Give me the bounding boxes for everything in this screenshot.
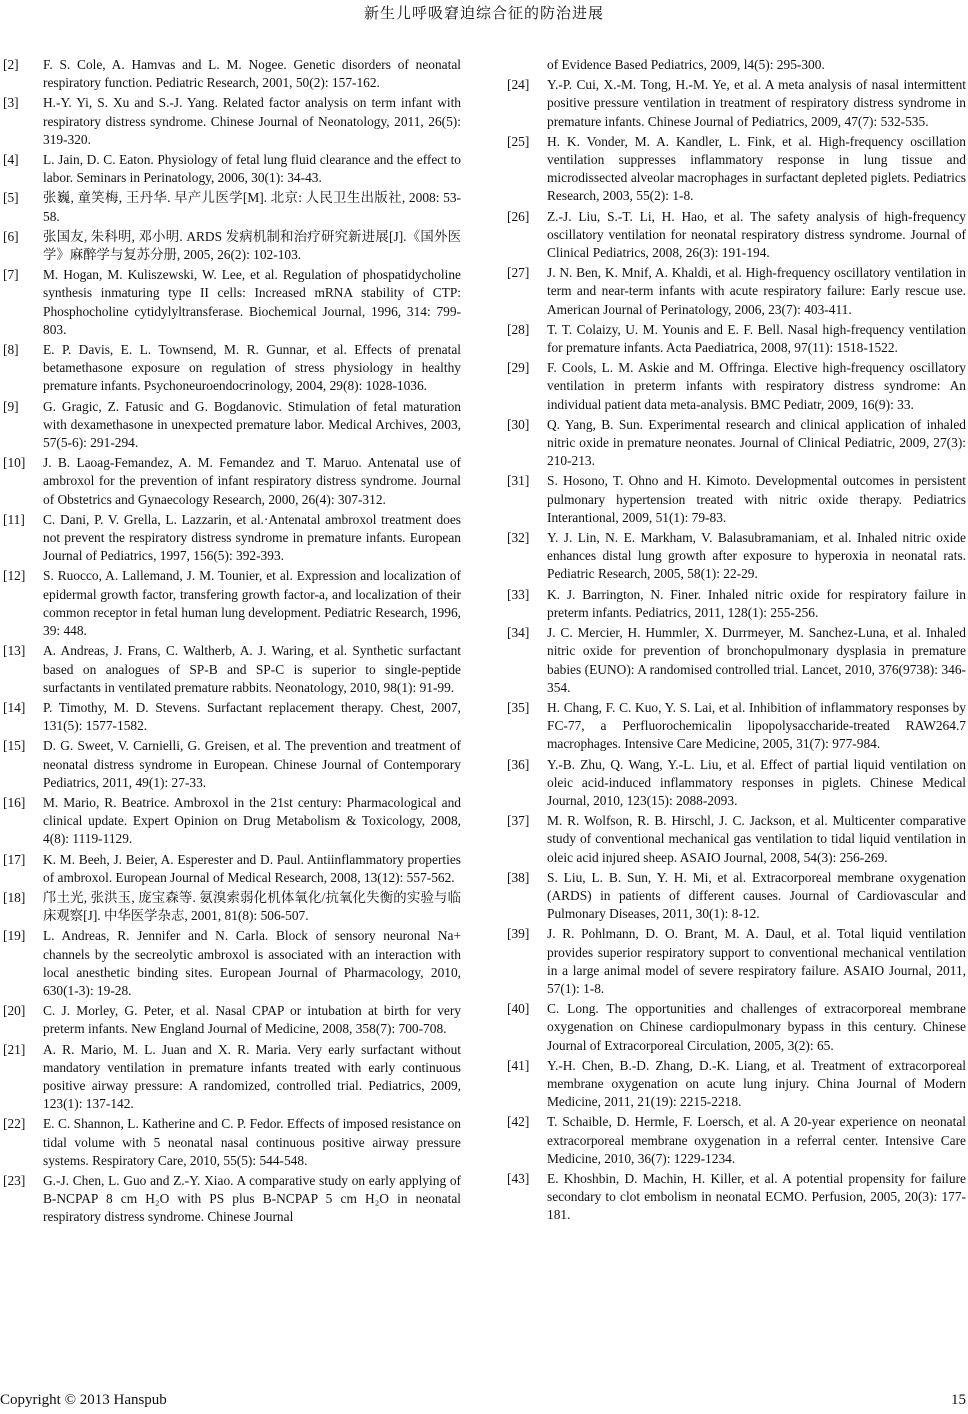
reference-text: H.-Y. Yi, S. Xu and S.-J. Yang. Related factor analysis on term infant with respiratory distress syndrome. Chinese Journal of Neonatology, 2011, 26(5): 319-320. <box>43 95 461 147</box>
reference-number: [40] <box>507 1001 530 1017</box>
reference-number: [7] <box>3 267 19 283</box>
reference-number: [39] <box>507 926 530 942</box>
reference-text: F. Cools, L. M. Askie and M. Offringa. Elective high-frequency oscillatory ventilation in preterm infants with respiratory distress syndrome: An individual patient data meta-analysis. BMC Pediatr, 2009, 16(9): 33. <box>547 360 966 412</box>
reference-text: C. Long. The opportunities and challenges of extracorporeal membrane oxygenation on Chinese cardiopulmonary bypass in this century. Chinese Journal of Extracorporeal Circulation, 2005, 3(2): 65. <box>547 1001 966 1053</box>
reference-text: E. C. Shannon, L. Katherine and C. P. Fedor. Effects of imposed resistance on tidal volume with 5 neonatal nasal continuous positive airway pressure systems. Respiratory Care, 2010, 55(5): 544-548. <box>43 1116 461 1168</box>
reference-text: J. R. Pohlmann, D. O. Brant, M. A. Daul, et al. Total liquid ventilation provides superior respiratory support to conventional mechanical ventilation in a large animal model of severe respiratory failure. ASAIO Journal, 2011, 57(1): 1-8. <box>547 926 966 996</box>
reference-item <box>3 398 461 453</box>
reference-item <box>507 869 966 924</box>
references-left-column <box>3 56 461 1229</box>
reference-number: [34] <box>507 625 530 641</box>
reference-item <box>3 642 461 697</box>
reference-text: M. R. Wolfson, R. B. Hirschl, J. C. Jackson, et al. Multicenter comparative study of conventional mechanical gas ventilation to tidal liquid ventilation in oleic acid injured sheep. ASAIO Journal, 2008, 54(3): 256-269. <box>547 813 966 865</box>
reference-item <box>507 812 966 867</box>
reference-text: P. Timothy, M. D. Stevens. Surfactant replacement therapy. Chest, 2007, 131(5): 1577-1582. <box>43 699 461 734</box>
reference-number: [43] <box>507 1170 530 1186</box>
reference-number: [20] <box>3 1003 26 1019</box>
reference-text: Y.-H. Chen, B.-D. Zhang, D.-K. Liang, et al. Treatment of extracorporeal membrane oxygenation on acute lung injury. China Journal of Modern Medicine, 2011, 21(19): 2215-2218. <box>547 1057 966 1110</box>
reference-number: [25] <box>507 133 530 149</box>
reference-item <box>3 266 461 339</box>
reference-number: [5] <box>3 190 19 206</box>
reference-text: Z.-J. Liu, S.-T. Li, H. Hao, et al. The safety analysis of high-frequency oscillatory ventilation for neonatal respiratory distress syndrome. Journal of Clinical Pediatrics, 2008, 26(3): 191-194. <box>547 208 966 261</box>
reference-item <box>3 189 461 225</box>
reference-number: [13] <box>3 643 26 659</box>
reference-item <box>3 567 461 640</box>
reference-item <box>507 133 966 206</box>
reference-item <box>507 76 966 131</box>
reference-number: [28] <box>507 321 530 337</box>
reference-text: H. K. Vonder, M. A. Kandler, L. Fink, et al. High-frequency oscillation ventilation suppresses inflammatory response in lung tissue and microdissected alveolar macrophages in surfactant depleted piglets. Pediatrics Research, 2003, 55(2): 1-8. <box>547 133 966 204</box>
reference-item <box>3 511 461 566</box>
copyright-notice: Copyright © 2013 Hanspub <box>0 1392 167 1408</box>
reference-number: [8] <box>3 342 19 358</box>
reference-number: [31] <box>507 473 530 489</box>
reference-item <box>3 1041 461 1114</box>
reference-text: 邝土光, 张洪玉, 庞宝森等. 氨溴索弱化机体氧化/抗氧化失衡的实验与临床观察[J]. 中华医学杂志, 2001, 81(8): 506-507. <box>43 889 461 924</box>
reference-text: L. Jain, D. C. Eaton. Physiology of fetal lung fluid clearance and the effect to labor. Seminars in Perinatology, 2006, 30(1): 34-43. <box>43 152 461 186</box>
reference-text: J. N. Ben, K. Mnif, A. Khaldi, et al. High-frequency oscillatory ventilation in term and near-term infants with acute respiratory failure: Early rescue use. American Journal of Perinatology, 2006, 23(7): 403-411. <box>547 265 966 317</box>
reference-item <box>3 794 461 849</box>
reference-text: A. Andreas, J. Frans, C. Waltherb, A. J. Waring, et al. Synthetic surfactant based on analogues of SP-B and SP-C is superior to single-peptide surfactants in ventilated premature rabbits. Neonatology, 2010, 98(1): 91-99. <box>43 643 461 695</box>
reference-text: S. Ruocco, A. Lallemand, J. M. Tounier, et al. Expression and localization of epidermal growth factor, transfering growth factor-a, and localization of their common receptor in fetal human lung development. Pediatric Research, 1996, 39: 448. <box>43 568 461 639</box>
reference-item <box>507 472 966 527</box>
reference-number: [29] <box>507 360 530 376</box>
reference-item <box>507 321 966 357</box>
reference-text: 张国友, 朱科明, 邓小明. ARDS 发病机制和治疗研究新进展[J].《国外医学》麻醉学与复苏分册, 2005, 26(2): 102-103. <box>43 228 461 263</box>
reference-item <box>507 699 966 754</box>
reference-number: [3] <box>3 95 19 111</box>
reference-text: Q. Yang, B. Sun. Experimental research and clinical application of inhaled nitric oxide in premature neonates. Journal of Clinical Pediatric, 2009, 27(3): 210-213. <box>547 416 966 469</box>
reference-text: M. Mario, R. Beatrice. Ambroxol in the 21st century: Pharmacological and clinical update. Expert Opinion on Drug Metabolism & Toxicology, 2008, 4(8): 1119-1129. <box>43 794 461 847</box>
reference-text: Y.-P. Cui, X.-M. Tong, H.-M. Ye, et al. A meta analysis of nasal intermittent positive pressure ventilation in treatment of respiratory distress syndrome in premature infants. Chinese Journal of Pediatrics, 2009, 47(7): 532-535. <box>547 77 966 129</box>
reference-item <box>3 737 461 792</box>
reference-text: A. R. Mario, M. L. Juan and X. R. Maria. Very early surfactant without mandatory ventilation in premature infants treated with early continuous positive airway pressure: A randomized, controlled trial. Pediatrics, 2009, 123(1): 137-142. <box>43 1041 461 1112</box>
references-right-column <box>507 56 966 1227</box>
reference-number: [10] <box>3 455 26 471</box>
reference-item <box>3 151 461 187</box>
reference-text: C. J. Morley, G. Peter, et al. Nasal CPAP or intubation at birth for very preterm infants. New England Journal of Medicine, 2008, 358(7): 700-708. <box>43 1003 461 1037</box>
reference-number: [19] <box>3 928 26 944</box>
reference-number: [33] <box>507 586 530 602</box>
reference-number: [36] <box>507 756 530 772</box>
reference-item <box>3 851 461 887</box>
reference-number: [12] <box>3 568 26 584</box>
reference-text: M. Hogan, M. Kuliszewski, W. Lee, et al. Regulation of phospatidycholine synthesis inmaturing type II cells: Increased mRNA stability of CTP: Phosphocholine cytidylyltransferase. Biochemical Journal, 1996, 314: 799-803. <box>43 267 461 337</box>
reference-number: [15] <box>3 738 26 754</box>
reference-item <box>507 756 966 811</box>
reference-text: H. Chang, F. C. Kuo, Y. S. Lai, et al. Inhibition of inflammatory responses by FC-77, a Perfluorochemicalin lipopolysaccharide-treated RAW264.7 macrophages. Intensive Care Medicine, 2005, 31(7): 977-984. <box>547 699 966 752</box>
reference-number: [22] <box>3 1116 26 1132</box>
reference-item <box>507 1057 966 1112</box>
reference-item <box>3 94 461 149</box>
reference-text: of Evidence Based Pediatrics, 2009, l4(5): 295-300. <box>547 57 825 72</box>
reference-text: E. P. Davis, E. L. Townsend, M. R. Gunnar, et al. Effects of prenatal betamethasone exposure on regulation of stress physiology in healthy premature infants. Psychoneuroendocrinology, 2004, 29(8): 1028-1036. <box>43 342 461 394</box>
reference-item <box>507 1170 966 1225</box>
reference-item <box>3 56 461 92</box>
reference-text: K. M. Beeh, J. Beier, A. Esperester and D. Paul. Antiinflammatory properties of ambroxol. European Journal of Medical Research, 2008, 13(12): 557-562. <box>43 851 461 885</box>
reference-item <box>3 341 461 396</box>
reference-number: [21] <box>3 1041 26 1057</box>
reference-item <box>507 586 966 622</box>
reference-number: [6] <box>3 228 19 244</box>
reference-text: D. G. Sweet, V. Carnielli, G. Greisen, et al. The prevention and treatment of neonatal distress syndrome in European. Chinese Journal of Contemporary Pediatrics, 2011, 49(1): 27-33. <box>43 738 461 790</box>
reference-item <box>507 56 966 74</box>
reference-number: [11] <box>3 511 25 527</box>
reference-item <box>3 1172 461 1227</box>
reference-item <box>507 1000 966 1055</box>
reference-text: E. Khoshbin, D. Machin, H. Killer, et al. A potential propensity for failure secondary to clot embolism in neonatal ECMO. Perfusion, 2005, 20(3): 177-181. <box>547 1170 966 1223</box>
reference-text: 张巍, 童笑梅, 王丹华. 早产儿医学[M]. 北京: 人民卫生出版社, 2008: 53-58. <box>43 190 461 224</box>
reference-number: [4] <box>3 152 19 168</box>
reference-item <box>507 359 966 414</box>
reference-item <box>3 699 461 735</box>
reference-item <box>3 1002 461 1038</box>
reference-item <box>3 454 461 509</box>
reference-text: Y. J. Lin, N. E. Markham, V. Balasubramaniam, et al. Inhaled nitric oxide enhances distal lung growth after exposure to hyperoxia in neonatal rats. Pediatric Research, 2005, 58(1): 22-29. <box>547 530 966 582</box>
reference-item <box>3 1115 461 1170</box>
reference-number: [2] <box>3 57 19 72</box>
reference-item <box>3 889 461 925</box>
reference-number: [42] <box>507 1114 530 1130</box>
reference-text: S. Liu, L. B. Sun, Y. H. Mi, et al. Extracorporeal membrane oxygenation (ARDS) in patients of different causes. Journal of Cardiovascular and Pulmonary Diseases, 2011, 30(1): 8-12. <box>547 869 966 922</box>
page-number: 15 <box>951 1392 966 1408</box>
reference-text: T. T. Colaizy, U. M. Younis and E. F. Bell. Nasal high-frequency ventilation for premature infants. Acta Paediatrica, 2008, 97(11): 1518-1522. <box>547 321 966 356</box>
reference-number: [35] <box>507 699 530 715</box>
running-title: 新生儿呼吸窘迫综合征的防治进展 <box>363 6 604 22</box>
reference-item <box>507 208 966 263</box>
reference-text: Y.-B. Zhu, Q. Wang, Y.-L. Liu, et al. Effect of partial liquid ventilation on oleic acid-induced inflammatory responses in piglets. Chinese Medical Journal, 2010, 123(15): 2088-2093. <box>547 756 966 808</box>
reference-number: [23] <box>3 1172 26 1188</box>
reference-number: [32] <box>507 530 530 546</box>
reference-number: [14] <box>3 699 26 715</box>
reference-number: [27] <box>507 265 530 281</box>
reference-text: C. Dani, P. V. Grella, L. Lazzarin, et al.·Antenatal ambroxol treatment does not prevent the respiratory distress syndrome in premature infants. European Journal of Pediatrics, 1997, 156(5): 392-393. <box>43 511 461 564</box>
reference-number: [26] <box>507 208 530 224</box>
reference-number: [37] <box>507 813 530 829</box>
reference-text: F. S. Cole, A. Hamvas and L. M. Nogee. Genetic disorders of neonatal respiratory function. Pediatric Research, 2001, 50(2): 157-162. <box>43 57 461 91</box>
reference-text: T. Schaible, D. Hermle, F. Loersch, et al. A 20-year experience on neonatal extracorporeal membrane oxygenation in a referral center. Intensive Care Medicine, 2010, 36(7): 1229-1234. <box>547 1114 966 1166</box>
reference-text: G. Gragic, Z. Fatusic and G. Bogdanovic. Stimulation of fetal maturation with dexamethasone in unexpected premature labor. Medical Archives, 2003, 57(5-6): 291-294. <box>43 398 461 451</box>
reference-number: [30] <box>507 416 530 432</box>
reference-number: [17] <box>3 851 26 867</box>
reference-text: J. C. Mercier, H. Hummler, X. Durrmeyer, M. Sanchez-Luna, et al. Inhaled nitric oxide for prevention of bronchopulmonary dysplasia in premature babies (EUNO): A randomised controlled trial. Lancet, 2010, 376(9738): 346-354. <box>547 625 966 695</box>
reference-number: [16] <box>3 794 26 810</box>
reference-item <box>3 228 461 264</box>
reference-text: J. B. Laoag-Femandez, A. M. Femandez and T. Maruo. Antenatal use of ambroxol for the prevention of infant respiratory distress syndrome. Journal of Obstetrics and Gynaecology Research, 2000, 26(4): 307-312. <box>43 455 461 507</box>
reference-number: [24] <box>507 77 530 93</box>
reference-text: G.-J. Chen, L. Guo and Z.-Y. Xiao. A comparative study on early applying of B-NCPAP 8 cm H₂O with PS plus B-NCPAP 5 cm H₂O in neonatal respiratory distress syndrome. Chinese Journal <box>43 1172 461 1225</box>
reference-text: L. Andreas, R. Jennifer and N. Carla. Block of sensory neuronal Na+ channels by the secreolytic ambroxol is associated with an interaction with local anesthetic binding sites. European Journal of Pharmacology, 2010, 630(1-3): 19-28. <box>43 928 461 998</box>
reference-text: K. J. Barrington, N. Finer. Inhaled nitric oxide for respiratory failure in preterm infants. Pediatrics, 2011, 128(1): 255-256. <box>547 586 966 620</box>
reference-number: [9] <box>3 398 19 414</box>
reference-item <box>507 264 966 319</box>
reference-item <box>507 416 966 471</box>
reference-number: [41] <box>507 1057 530 1073</box>
reference-number: [38] <box>507 869 530 885</box>
reference-text: S. Hosono, T. Ohno and H. Kimoto. Developmental outcomes in persistent pulmonary hypertension treated with nitric oxide therapy. Pediatrics Interantional, 2009, 51(1): 79-83. <box>547 473 966 525</box>
reference-item <box>507 925 966 998</box>
reference-number: [18] <box>3 889 26 905</box>
reference-item <box>507 1113 966 1168</box>
reference-item <box>507 624 966 697</box>
reference-item <box>3 927 461 1000</box>
reference-item <box>507 529 966 584</box>
